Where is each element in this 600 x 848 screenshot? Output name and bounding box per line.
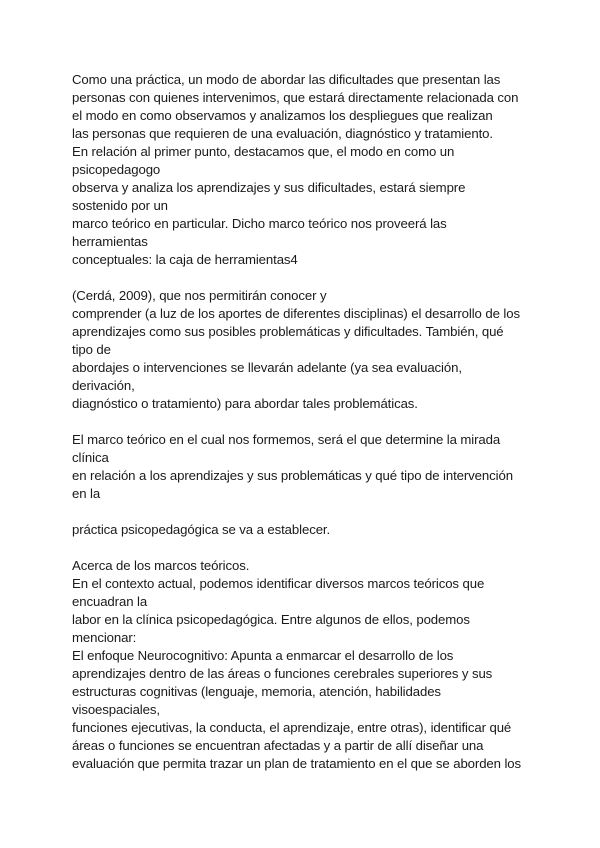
text-line: (Cerdá, 2009), que nos permitirán conocer y (72, 288, 327, 303)
text-line: las personas que requieren de una evaluación, diagnóstico y tratamiento. (72, 126, 493, 141)
text-line: tipo de (72, 342, 111, 357)
document-body (72, 71, 532, 773)
text-line: visoespaciales, (72, 702, 160, 717)
text-line: aprendizajes dentro de las áreas o funciones cerebrales superiores y sus (72, 666, 493, 681)
text-line: en relación a los aprendizajes y sus problemáticas y qué tipo de intervención (72, 468, 513, 483)
text-line: marco teórico en particular. Dicho marco teórico nos proveerá las (72, 216, 447, 231)
text-line: estructuras cognitivas (lenguaje, memoria, atención, habilidades (72, 684, 441, 699)
blank-line (72, 269, 532, 287)
text-line: conceptuales: la caja de herramientas4 (72, 252, 298, 267)
text-line: En relación al primer punto, destacamos que, el modo en como un (72, 144, 455, 159)
text-line: psicopedagogo (72, 162, 161, 177)
blank-line (72, 539, 532, 557)
text-line: El marco teórico en el cual nos formemos, será el que determine la mirada (72, 432, 501, 447)
text-line: funciones ejecutivas, la conducta, el aprendizaje, entre otras), identificar qué (72, 720, 512, 735)
text-line: abordajes o intervenciones se llevarán adelante (ya sea evaluación, (72, 360, 462, 375)
section-heading: Acerca de los marcos teóricos. (72, 558, 250, 573)
text-line: práctica psicopedagógica se va a establecer. (72, 522, 331, 537)
text-line: herramientas (72, 234, 148, 249)
text-line: El enfoque Neurocognitivo: Apunta a enmarcar el desarrollo de los (72, 648, 454, 663)
text-line: En el contexto actual, podemos identificar diversos marcos teóricos que (72, 576, 485, 591)
text-line: derivación, (72, 378, 135, 393)
text-line: aprendizajes como sus posibles problemáticas y dificultades. También, qué (72, 324, 504, 339)
text-line: sostenido por un (72, 198, 168, 213)
text-line: Como una práctica, un modo de abordar las dificultades que presentan las (72, 72, 501, 87)
blank-line (72, 503, 532, 521)
text-line: en la (72, 486, 101, 501)
text-line: comprender (a luz de los aportes de diferentes disciplinas) el desarrollo de los (72, 306, 520, 321)
text-line: labor en la clínica psicopedagógica. Entre algunos de ellos, podemos (72, 612, 470, 627)
text-line: observa y analiza los aprendizajes y sus dificultades, estará siempre (72, 180, 466, 195)
text-line: mencionar: (72, 630, 137, 645)
text-line: el modo en como observamos y analizamos los despliegues que realizan (72, 108, 493, 123)
text-line: personas con quienes intervenimos, que estará directamente relacionada con (72, 90, 519, 105)
text-line: diagnóstico o tratamiento) para abordar tales problemáticas. (72, 396, 418, 411)
text-line: encuadran la (72, 594, 148, 609)
text-line: áreas o funciones se encuentran afectadas y a partir de allí diseñar una (72, 738, 484, 753)
text-line: clínica (72, 450, 109, 465)
text-line: evaluación que permita trazar un plan de tratamiento en el que se aborden los (72, 756, 522, 771)
blank-line (72, 413, 532, 431)
